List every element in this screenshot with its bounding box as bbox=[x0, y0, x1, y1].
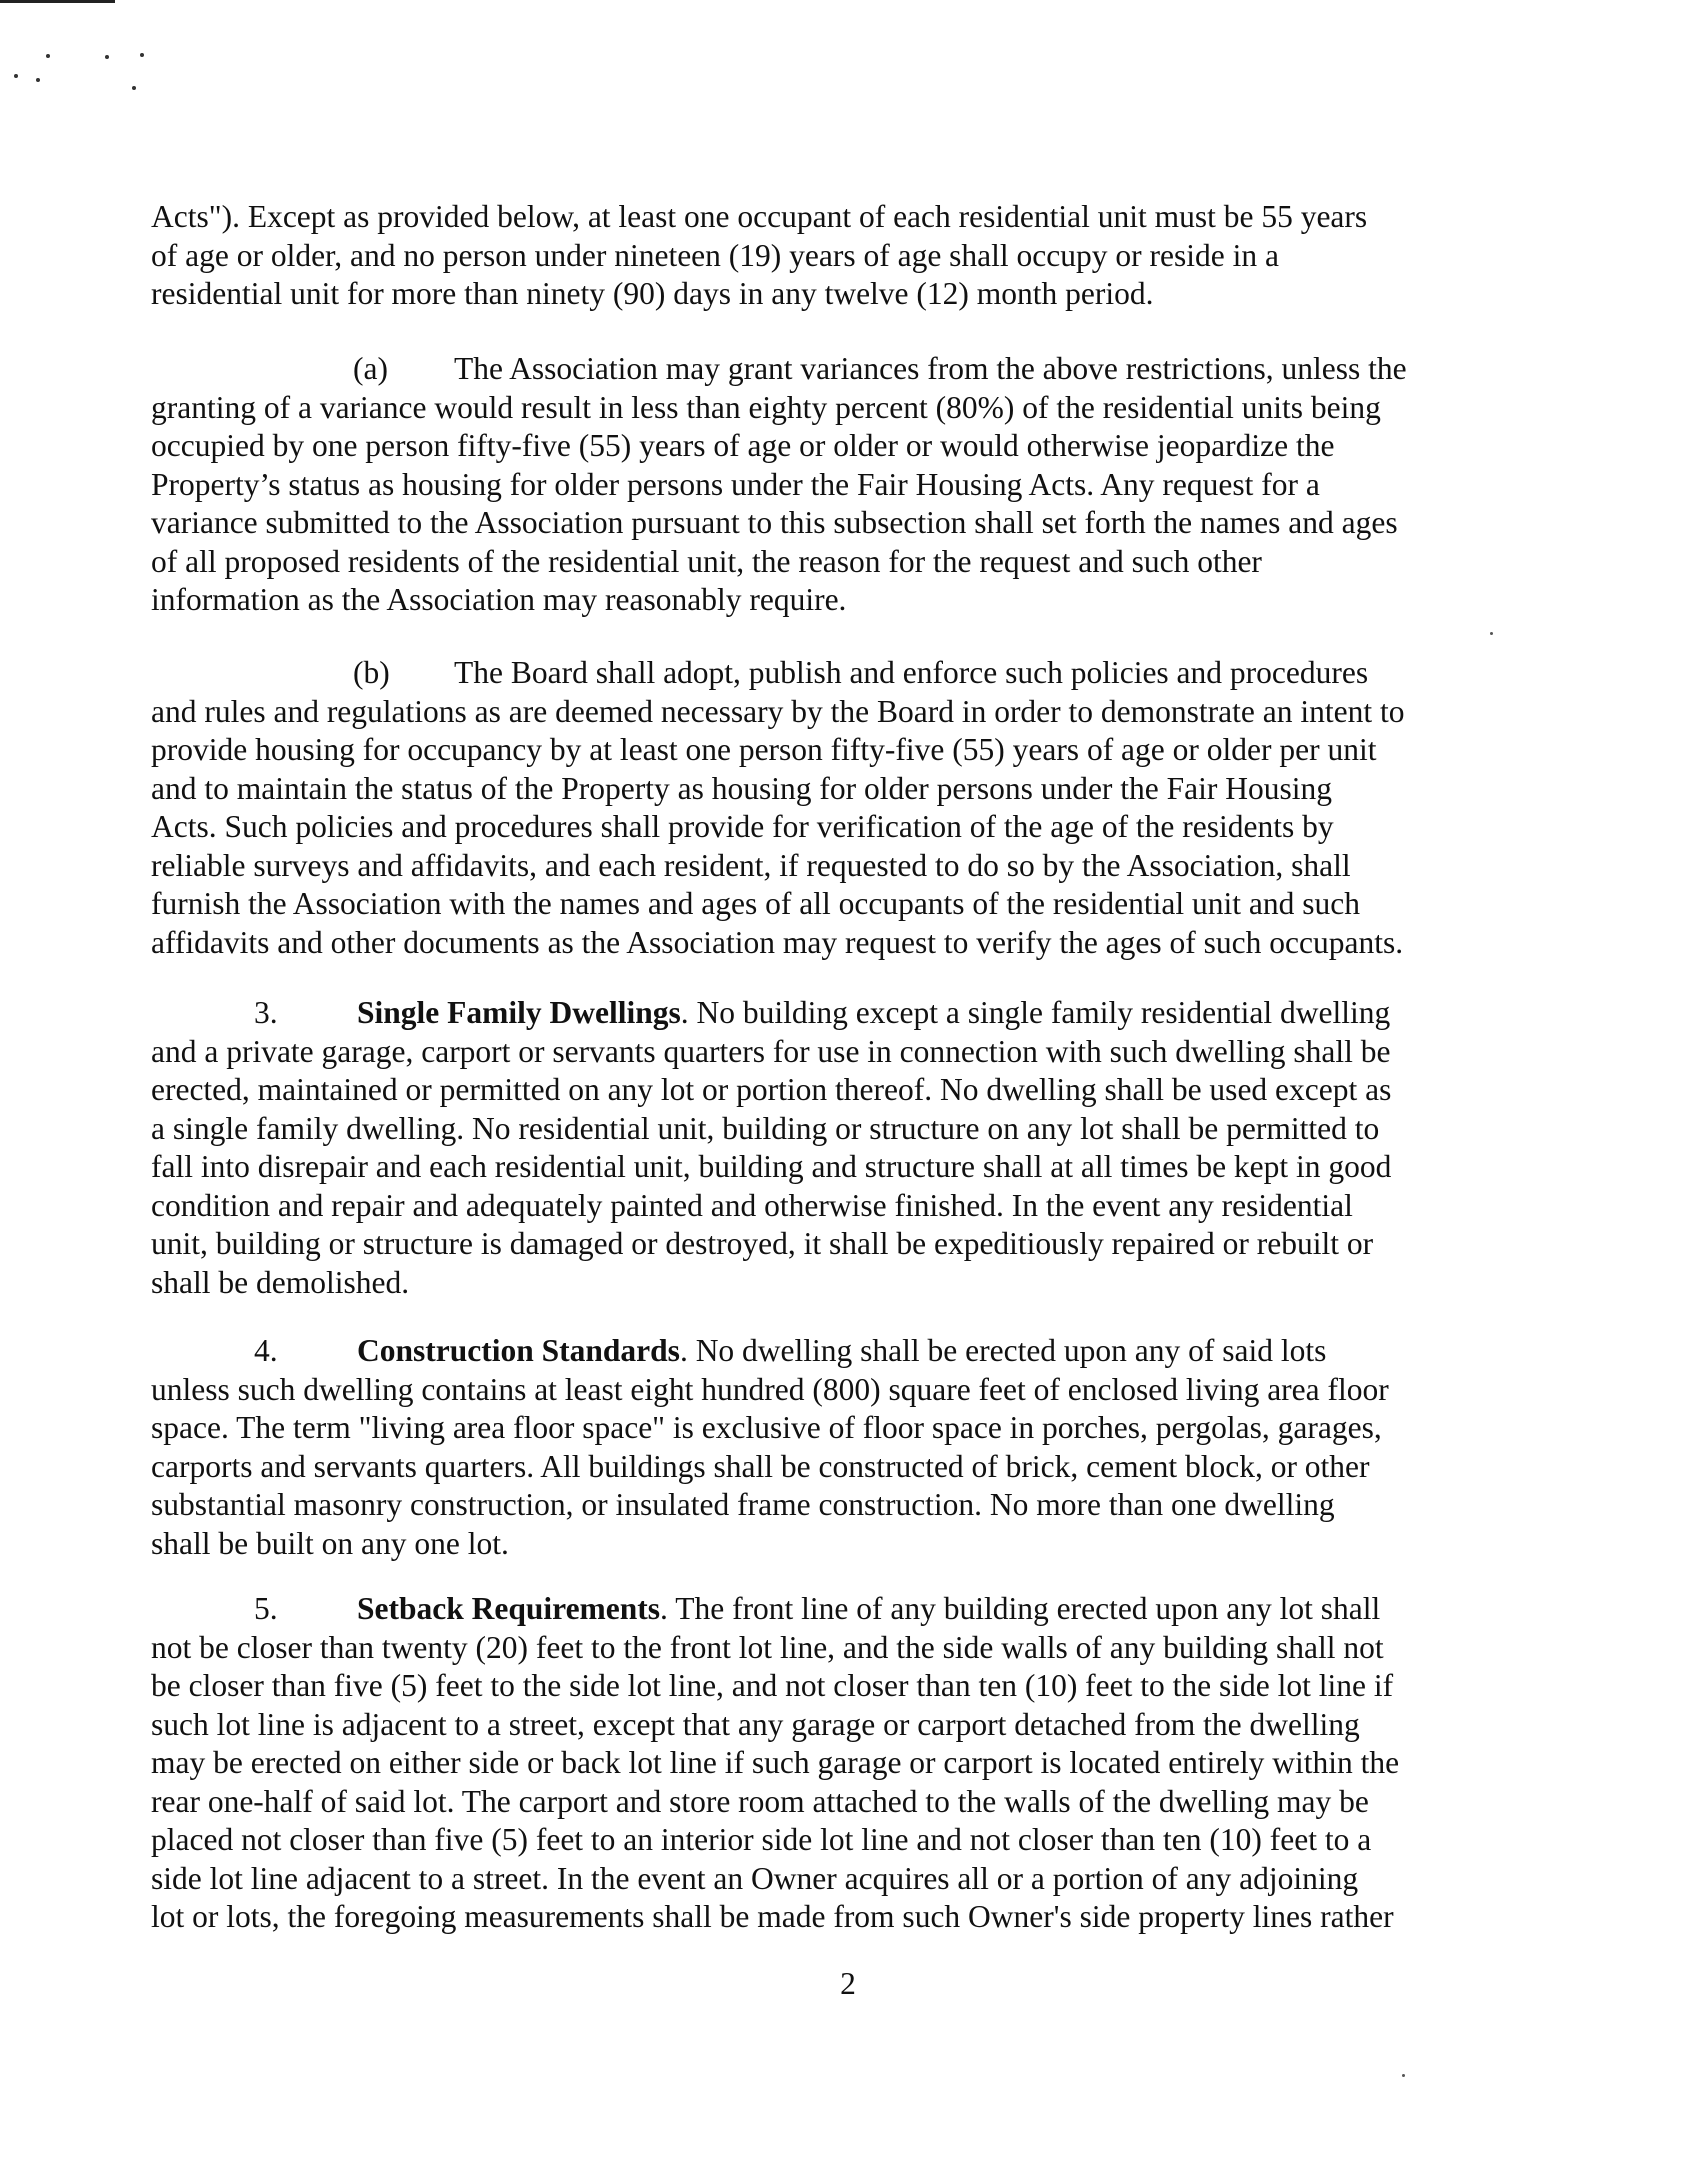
text-line: furnish the Association with the names and ages of all occupants of the residential unit and such bbox=[151, 886, 1360, 921]
subsection-a-first-line bbox=[151, 350, 1456, 389]
text-line: Acts. Such policies and procedures shall provide for verification of the age of the residents by bbox=[151, 809, 1334, 844]
scan-speck bbox=[14, 74, 18, 78]
text-line: space. The term "living area floor space" is exclusive of floor space in porches, pergolas, garages, bbox=[151, 1410, 1382, 1445]
intro-paragraph bbox=[151, 198, 1456, 314]
text-line: shall be demolished. bbox=[151, 1264, 410, 1300]
text-line: . No dwelling shall be erected upon any of said lots bbox=[679, 1333, 1327, 1368]
subsection-b-label: (b) bbox=[353, 655, 390, 690]
text-line: side lot line adjacent to a street. In the event an Owner acquires all or a portion of any adjoining bbox=[151, 1860, 1359, 1896]
text-line: granting of a variance would result in less than eighty percent (80%) of the residential units being bbox=[151, 389, 1381, 425]
page-number: 2 bbox=[840, 1966, 856, 2001]
text-line: and a private garage, carport or servants quarters for use in connection with such dwelling shall be bbox=[151, 1033, 1391, 1069]
text-line: erected, maintained or permitted on any lot or portion thereof. No dwelling shall be used except as bbox=[151, 1072, 1392, 1107]
section-3-number: 3. bbox=[254, 995, 278, 1030]
text-line: shall be built on any one lot. bbox=[151, 1525, 509, 1561]
section-5 bbox=[151, 1590, 1456, 1937]
text-line: condition and repair and adequately painted and otherwise finished. In the event any residential bbox=[151, 1187, 1353, 1223]
text-line: substantial masonry construction, or insulated frame construction. No more than one dwelling bbox=[151, 1487, 1335, 1522]
section-3-first-line bbox=[151, 994, 1456, 1033]
text-line: The Association may grant variances from the above restrictions, unless the bbox=[454, 351, 1407, 386]
text-line: and rules and regulations as are deemed necessary by the Board in order to demonstrate an intent to bbox=[151, 693, 1405, 729]
text-line: carports and servants quarters. All buildings shall be constructed of brick, cement block, or other bbox=[151, 1448, 1370, 1484]
text-line: reliable surveys and affidavits, and each resident, if requested to do so by the Association, shall bbox=[151, 847, 1351, 883]
section-4-first-line bbox=[151, 1332, 1456, 1371]
text-line: Acts"). Except as provided below, at least one occupant of each residential unit must be 55 years bbox=[151, 199, 1368, 234]
subsection-a bbox=[151, 350, 1456, 620]
scan-speck bbox=[1402, 2074, 1405, 2077]
text-line: occupied by one person fifty-five (55) years of age or older or would otherwise jeopardize the bbox=[151, 428, 1335, 463]
text-line: lot or lots, the foregoing measurements shall be made from such Owner's side property lines rather bbox=[151, 1899, 1394, 1934]
scan-speck bbox=[46, 54, 50, 58]
text-line: provide housing for occupancy by at least one person fifty-five (55) years of age or older per unit bbox=[151, 732, 1377, 767]
section-4 bbox=[151, 1332, 1456, 1563]
text-line: not be closer than twenty (20) feet to the front lot line, and the side walls of any building shall not bbox=[151, 1629, 1384, 1665]
scan-speck bbox=[105, 55, 109, 59]
subsection-a-label: (a) bbox=[353, 351, 388, 386]
section-5-first-line bbox=[151, 1590, 1456, 1629]
text-line: The Board shall adopt, publish and enforce such policies and procedures bbox=[454, 655, 1369, 690]
scan-speck bbox=[36, 78, 40, 82]
text-line: residential unit for more than ninety (90) days in any twelve (12) month period. bbox=[151, 276, 1154, 311]
text-line: . No building except a single family residential dwelling bbox=[680, 995, 1391, 1030]
scan-speck bbox=[132, 86, 136, 90]
text-line: placed not closer than five (5) feet to an interior side lot line and not closer than ten (10) feet to a bbox=[151, 1822, 1372, 1857]
subsection-b-first-line bbox=[151, 654, 1456, 693]
text-line: variance submitted to the Association pursuant to this subsection shall set forth the names and ages bbox=[151, 505, 1398, 540]
text-line: a single family dwelling. No residential unit, building or structure on any lot shall be permitted to bbox=[151, 1110, 1380, 1146]
text-line: such lot line is adjacent to a street, except that any garage or carport detached from the dwelling bbox=[151, 1706, 1360, 1742]
scan-speck bbox=[1490, 632, 1493, 635]
text-line: . The front line of any building erected upon any lot shall bbox=[660, 1591, 1381, 1626]
scan-speck bbox=[140, 53, 144, 57]
text-line: may be erected on either side or back lot line if such garage or carport is located entirely within the bbox=[151, 1745, 1400, 1780]
text-line: unit, building or structure is damaged or destroyed, it shall be expeditiously repaired or rebuilt or bbox=[151, 1226, 1374, 1261]
section-4-number: 4. bbox=[254, 1333, 278, 1368]
section-3-heading: Single Family Dwellings bbox=[357, 995, 681, 1030]
section-5-heading: Setback Requirements bbox=[357, 1591, 661, 1626]
text-line: of all proposed residents of the residential unit, the reason for the request and such other bbox=[151, 543, 1262, 579]
text-line: and to maintain the status of the Property as housing for older persons under the Fair Housing bbox=[151, 770, 1333, 806]
section-5-number: 5. bbox=[254, 1591, 278, 1626]
section-3 bbox=[151, 994, 1456, 1302]
text-line: be closer than five (5) feet to the side lot line, and not closer than ten (10) feet to the side lot line if bbox=[151, 1668, 1394, 1703]
text-line: Property’s status as housing for older persons under the Fair Housing Acts. Any request for a bbox=[151, 466, 1320, 502]
text-line: fall into disrepair and each residential unit, building and structure shall at all times be kept in good bbox=[151, 1149, 1392, 1184]
text-line: information as the Association may reasonably require. bbox=[151, 582, 847, 617]
text-line: unless such dwelling contains at least eight hundred (800) square feet of enclosed living area floor bbox=[151, 1371, 1389, 1407]
scan-artifact-line bbox=[0, 0, 115, 3]
text-line: of age or older, and no person under nineteen (19) years of age shall occupy or reside in a bbox=[151, 237, 1279, 273]
text-line: affidavits and other documents as the Association may request to verify the ages of such occupants. bbox=[151, 924, 1404, 960]
section-4-heading: Construction Standards bbox=[357, 1333, 680, 1368]
text-line: rear one-half of said lot. The carport and store room attached to the walls of the dwelling may be bbox=[151, 1783, 1369, 1819]
subsection-b bbox=[151, 654, 1456, 962]
